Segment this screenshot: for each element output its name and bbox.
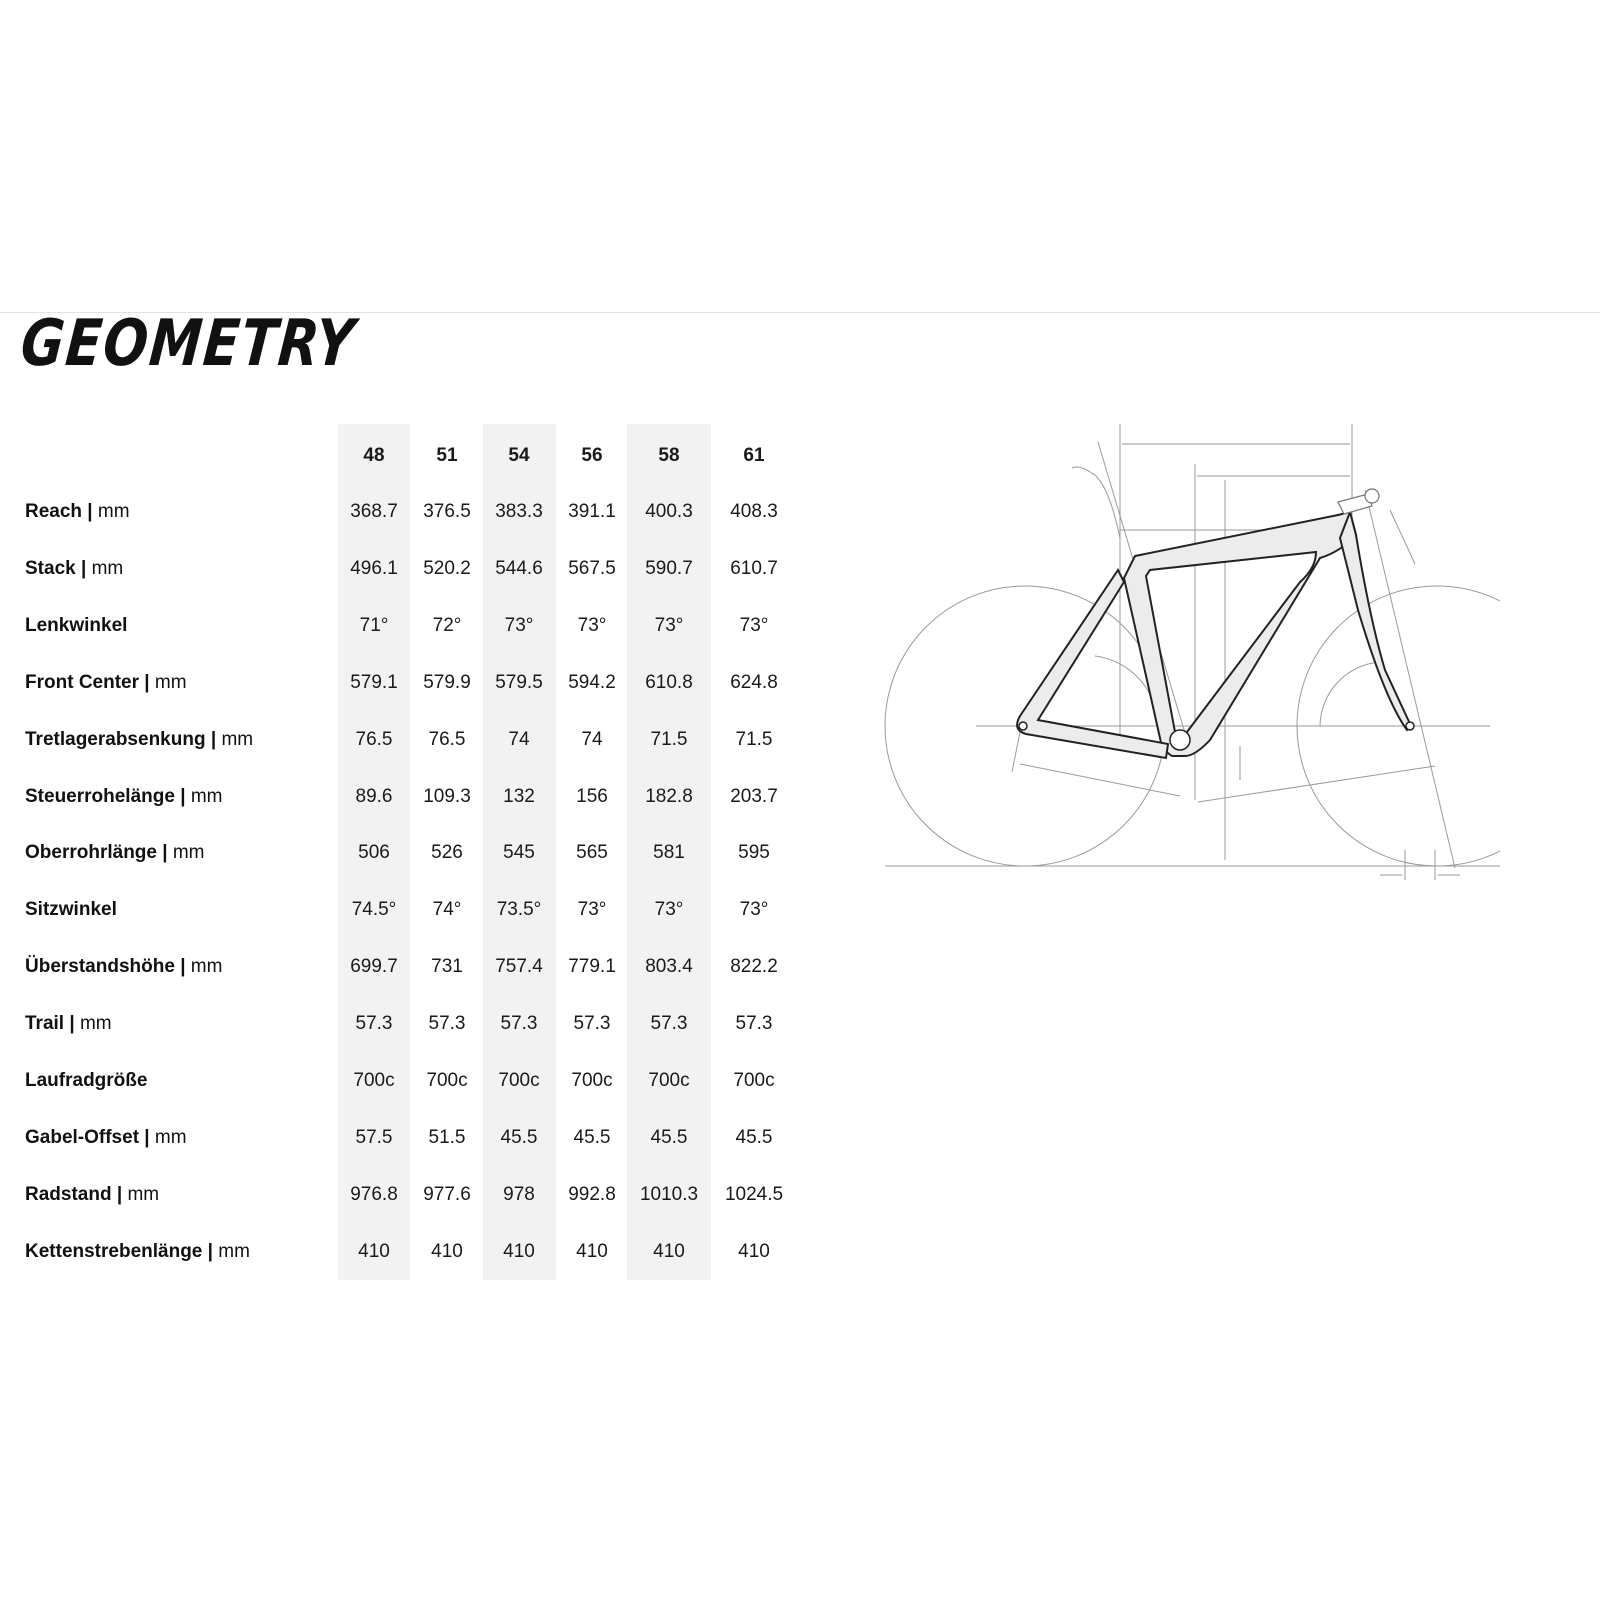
value-cell: 45.5 <box>573 1127 611 1148</box>
value-cell: 567.5 <box>568 558 616 579</box>
value-cell: 408.3 <box>730 501 778 522</box>
value-cell: 779.1 <box>568 956 616 977</box>
value-cell: 74 <box>581 729 603 750</box>
row-label: Kettenstrebenlänge | mm <box>25 1241 250 1262</box>
value-cell: 700c <box>498 1070 540 1091</box>
value-cell: 376.5 <box>423 501 471 522</box>
value-cell: 410 <box>503 1241 535 1262</box>
value-cell: 1024.5 <box>724 1184 784 1205</box>
bike-geometry-diagram <box>880 420 1500 880</box>
value-cell: 73° <box>577 615 607 636</box>
value-cell: 700c <box>426 1070 468 1091</box>
size-header: 51 <box>436 445 458 466</box>
value-cell: 73.5° <box>496 899 542 920</box>
value-cell: 400.3 <box>645 501 693 522</box>
row-unit: mm <box>172 842 205 863</box>
fork <box>1340 512 1411 730</box>
bottom-bracket <box>1170 730 1190 750</box>
value-cell: 391.1 <box>568 501 616 522</box>
row-label: Reach | mm <box>25 501 130 522</box>
row-label: Gabel-Offset | mm <box>25 1127 187 1148</box>
value-cell: 1010.3 <box>639 1184 699 1205</box>
value-cell: 700c <box>733 1070 775 1091</box>
geometry-table <box>0 424 800 1280</box>
size-header: 58 <box>658 445 680 466</box>
value-cell: 72° <box>432 615 462 636</box>
row-name: Laufradgröße <box>25 1070 148 1091</box>
row-name: Lenkwinkel <box>25 615 128 636</box>
value-cell: 51.5 <box>428 1127 466 1148</box>
value-cell: 579.1 <box>350 672 398 693</box>
value-cell: 579.5 <box>495 672 543 693</box>
value-cell: 71° <box>359 615 389 636</box>
value-cell: 73° <box>504 615 534 636</box>
chainstay-dimension <box>1020 764 1180 796</box>
value-cell: 410 <box>653 1241 685 1262</box>
value-cell: 610.7 <box>730 558 778 579</box>
value-cell: 699.7 <box>350 956 398 977</box>
row-label: Tretlagerabsenkung | mm <box>25 729 254 750</box>
row-unit: mm <box>154 672 187 693</box>
value-cell: 700c <box>648 1070 690 1091</box>
size-header: 61 <box>743 445 765 466</box>
row-unit: mm <box>91 558 124 579</box>
row-name: Tretlagerabsenkung <box>25 729 206 750</box>
row-unit: mm <box>221 729 254 750</box>
row-unit: mm <box>127 1184 160 1205</box>
row-unit: mm <box>190 956 223 977</box>
value-cell: 624.8 <box>730 672 778 693</box>
handlebar <box>1365 489 1379 503</box>
row-unit: mm <box>218 1241 250 1262</box>
row-label: Überstandshöhe | mm <box>25 956 223 977</box>
value-cell: 410 <box>358 1241 390 1262</box>
value-cell: 595 <box>738 842 770 863</box>
value-cell: 383.3 <box>495 501 543 522</box>
value-cell: 45.5 <box>500 1127 538 1148</box>
value-cell: 526 <box>431 842 463 863</box>
row-name: Front Center <box>25 672 139 693</box>
value-cell: 74 <box>508 729 530 750</box>
value-cell: 368.7 <box>350 501 398 522</box>
front-triangle <box>1124 512 1356 756</box>
row-name: Steuerrohelänge <box>25 786 175 807</box>
row-name: Stack <box>25 558 76 579</box>
size-header: 48 <box>363 445 385 466</box>
value-cell: 506 <box>358 842 390 863</box>
row-label: Radstand | mm <box>25 1184 160 1205</box>
value-cell: 579.9 <box>423 672 471 693</box>
chainstay-extension <box>1012 732 1020 772</box>
front-dropout <box>1406 722 1414 730</box>
value-cell: 74.5° <box>351 899 397 920</box>
steering-axis <box>1365 490 1455 868</box>
row-label <box>25 1066 147 1096</box>
value-cell: 977.6 <box>423 1184 471 1205</box>
value-cell: 545 <box>503 842 535 863</box>
value-cell: 71.5 <box>650 729 688 750</box>
value-cell: 203.7 <box>730 786 778 807</box>
value-cell: 700c <box>571 1070 613 1091</box>
value-cell: 57.5 <box>355 1127 393 1148</box>
row-label: Steuerrohelänge | mm <box>25 786 223 807</box>
rear-dropout <box>1019 722 1027 730</box>
value-cell: 89.6 <box>355 786 393 807</box>
row-label <box>25 895 117 925</box>
value-cell: 73° <box>739 899 769 920</box>
row-label: Trail | mm <box>25 1013 112 1034</box>
value-cell: 590.7 <box>645 558 693 579</box>
value-cell: 544.6 <box>495 558 543 579</box>
value-cell: 594.2 <box>568 672 616 693</box>
value-cell: 757.4 <box>495 956 543 977</box>
value-cell: 57.3 <box>650 1013 688 1034</box>
value-cell: 976.8 <box>350 1184 398 1205</box>
value-cell: 45.5 <box>735 1127 773 1148</box>
value-cell: 109.3 <box>423 786 471 807</box>
page-title: GEOMETRY <box>18 307 359 381</box>
value-cell: 132 <box>503 786 535 807</box>
row-label: Front Center | mm <box>25 672 187 693</box>
row-name: Reach <box>25 501 83 522</box>
row-unit: mm <box>190 786 223 807</box>
value-cell: 700c <box>353 1070 395 1091</box>
front-arc <box>1320 662 1380 726</box>
row-label <box>25 611 127 641</box>
value-cell: 410 <box>431 1241 463 1262</box>
size-header: 56 <box>581 445 603 466</box>
row-name: Sitzwinkel <box>25 899 117 920</box>
value-cell: 156 <box>576 786 608 807</box>
value-cell: 73° <box>654 899 684 920</box>
row-unit: mm <box>97 501 130 522</box>
row-name: Radstand <box>25 1184 112 1205</box>
value-cell: 410 <box>576 1241 608 1262</box>
value-cell: 73° <box>654 615 684 636</box>
value-cell: 57.3 <box>500 1013 538 1034</box>
value-cell: 182.8 <box>645 786 693 807</box>
size-header: 54 <box>508 445 530 466</box>
row-name: Trail <box>25 1013 65 1034</box>
value-cell: 520.2 <box>423 558 471 579</box>
row-unit: mm <box>79 1013 112 1034</box>
value-cell: 76.5 <box>428 729 466 750</box>
value-cell: 57.3 <box>355 1013 393 1034</box>
value-cell: 992.8 <box>568 1184 616 1205</box>
value-cell: 496.1 <box>350 558 398 579</box>
value-cell: 410 <box>738 1241 770 1262</box>
value-cell: 73° <box>577 899 607 920</box>
value-cell: 978 <box>503 1184 535 1205</box>
value-cell: 610.8 <box>645 672 693 693</box>
row-name: Oberrohrlänge <box>25 842 157 863</box>
value-cell: 822.2 <box>730 956 778 977</box>
value-cell: 73° <box>739 615 769 636</box>
value-cell: 731 <box>431 956 463 977</box>
row-label: Stack | mm <box>25 558 124 579</box>
value-cell: 57.3 <box>573 1013 611 1034</box>
value-cell: 74° <box>432 899 462 920</box>
row-name: Überstandshöhe <box>25 956 175 977</box>
row-label: Oberrohrlänge | mm <box>25 842 205 863</box>
value-cell: 565 <box>576 842 608 863</box>
value-cell: 57.3 <box>428 1013 466 1034</box>
row-name: Kettenstrebenlänge <box>25 1241 203 1262</box>
headtube-dimension <box>1390 510 1415 564</box>
value-cell: 76.5 <box>355 729 393 750</box>
value-cell: 57.3 <box>735 1013 773 1034</box>
value-cell: 803.4 <box>645 956 693 977</box>
value-cell: 581 <box>653 842 685 863</box>
seat-post <box>1072 467 1120 538</box>
row-name: Gabel-Offset <box>25 1127 140 1148</box>
row-unit: mm <box>154 1127 187 1148</box>
value-cell: 71.5 <box>735 729 773 750</box>
value-cell: 45.5 <box>650 1127 688 1148</box>
